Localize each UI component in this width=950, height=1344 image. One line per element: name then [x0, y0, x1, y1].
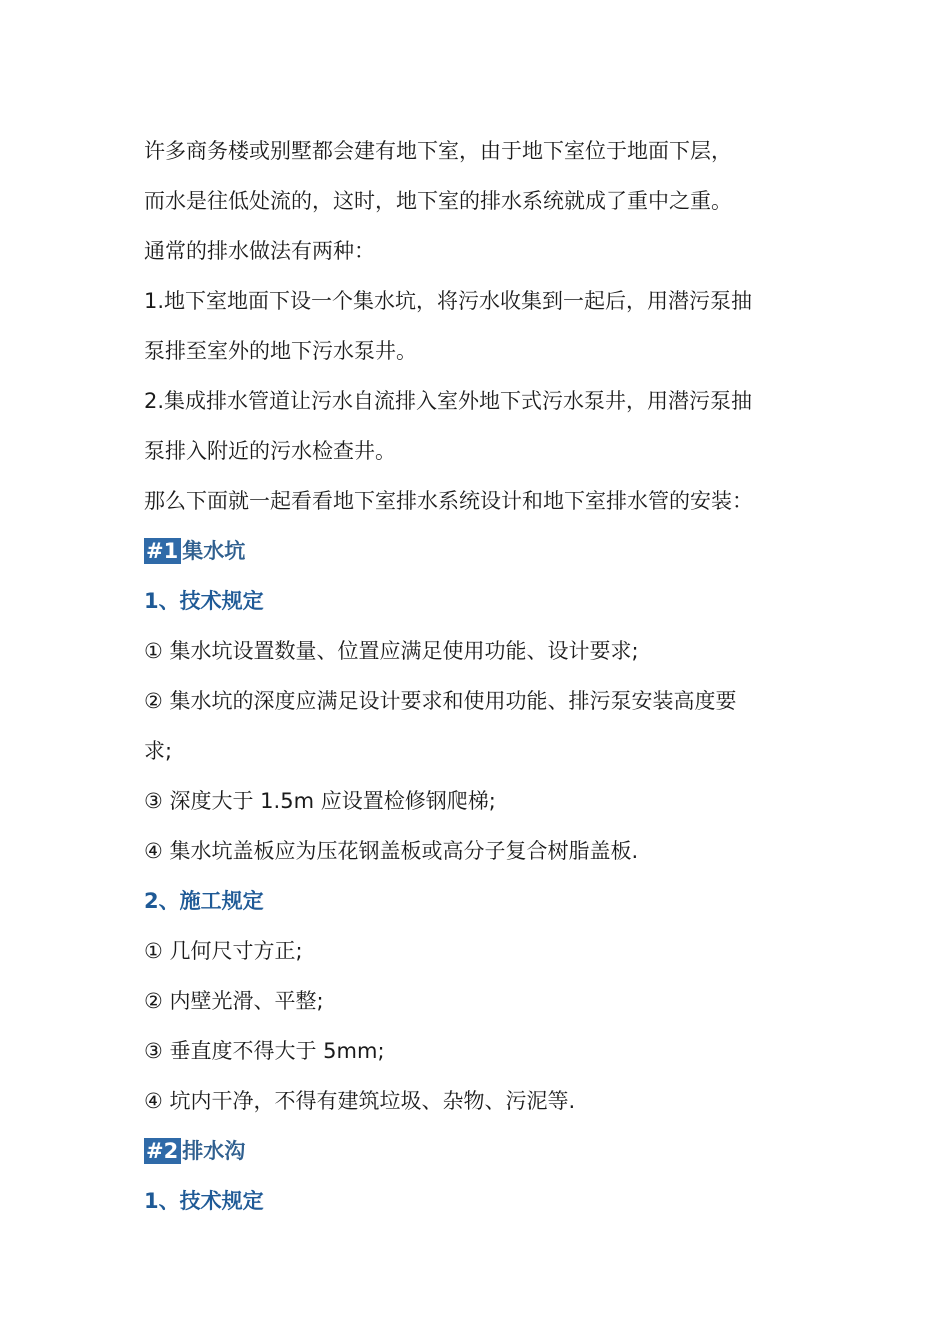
list-item: ③ 深度大于 1.5m 应设置检修钢爬梯;: [144, 789, 496, 813]
list-item: ④ 集水坑盖板应为压花钢盖板或高分子复合树脂盖板.: [144, 839, 639, 863]
list-item: ① 几何尺寸方正;: [144, 939, 303, 963]
list-item: ③ 垂直度不得大于 5mm;: [144, 1039, 385, 1063]
list-item-continuation: 求;: [144, 739, 173, 763]
section-1-subheading-construction: 2、施工规定: [144, 889, 264, 913]
intro-paragraph-line: 而水是往低处流的，这时，地下室的排水系统就成了重中之重。: [144, 189, 732, 213]
method-2-line: 2.集成排水管道让污水自流排入室外地下式污水泵井，用潜污泵抽: [144, 389, 753, 413]
section-2-heading: [144, 1126, 812, 1176]
section-1-title: 集水坑: [182, 539, 246, 563]
list-item: ① 集水坑设置数量、位置应满足使用功能、设计要求;: [144, 639, 639, 663]
intro-paragraph-line: 许多商务楼或别墅都会建有地下室，由于地下室位于地面下层，: [144, 139, 732, 163]
intro-closing-line: 那么下面就一起看看地下室排水系统设计和地下室排水管的安装：: [144, 489, 753, 513]
section-1-number-badge: #1: [144, 538, 181, 564]
section-2-subheading-technical: 1、技术规定: [144, 1189, 264, 1213]
method-2-line: 泵排入附近的污水检查井。: [144, 439, 396, 463]
section-1-subheading-technical: 1、技术规定: [144, 589, 264, 613]
list-item: ② 集水坑的深度应满足设计要求和使用功能、排污泵安装高度要: [144, 689, 737, 713]
intro-methods-lead: 通常的排水做法有两种：: [144, 239, 375, 263]
document-body: [144, 126, 812, 1226]
list-item: ② 内壁光滑、平整;: [144, 989, 324, 1013]
list-item: ④ 坑内干净，不得有建筑垃圾、杂物、污泥等.: [144, 1089, 576, 1113]
section-2-number-badge: #2: [144, 1138, 181, 1164]
method-1-line: 1.地下室地面下设一个集水坑，将污水收集到一起后，用潜污泵抽: [144, 289, 753, 313]
method-1-line: 泵排至室外的地下污水泵井。: [144, 339, 417, 363]
section-1-heading: [144, 526, 812, 576]
section-2-title: 排水沟: [182, 1139, 246, 1163]
